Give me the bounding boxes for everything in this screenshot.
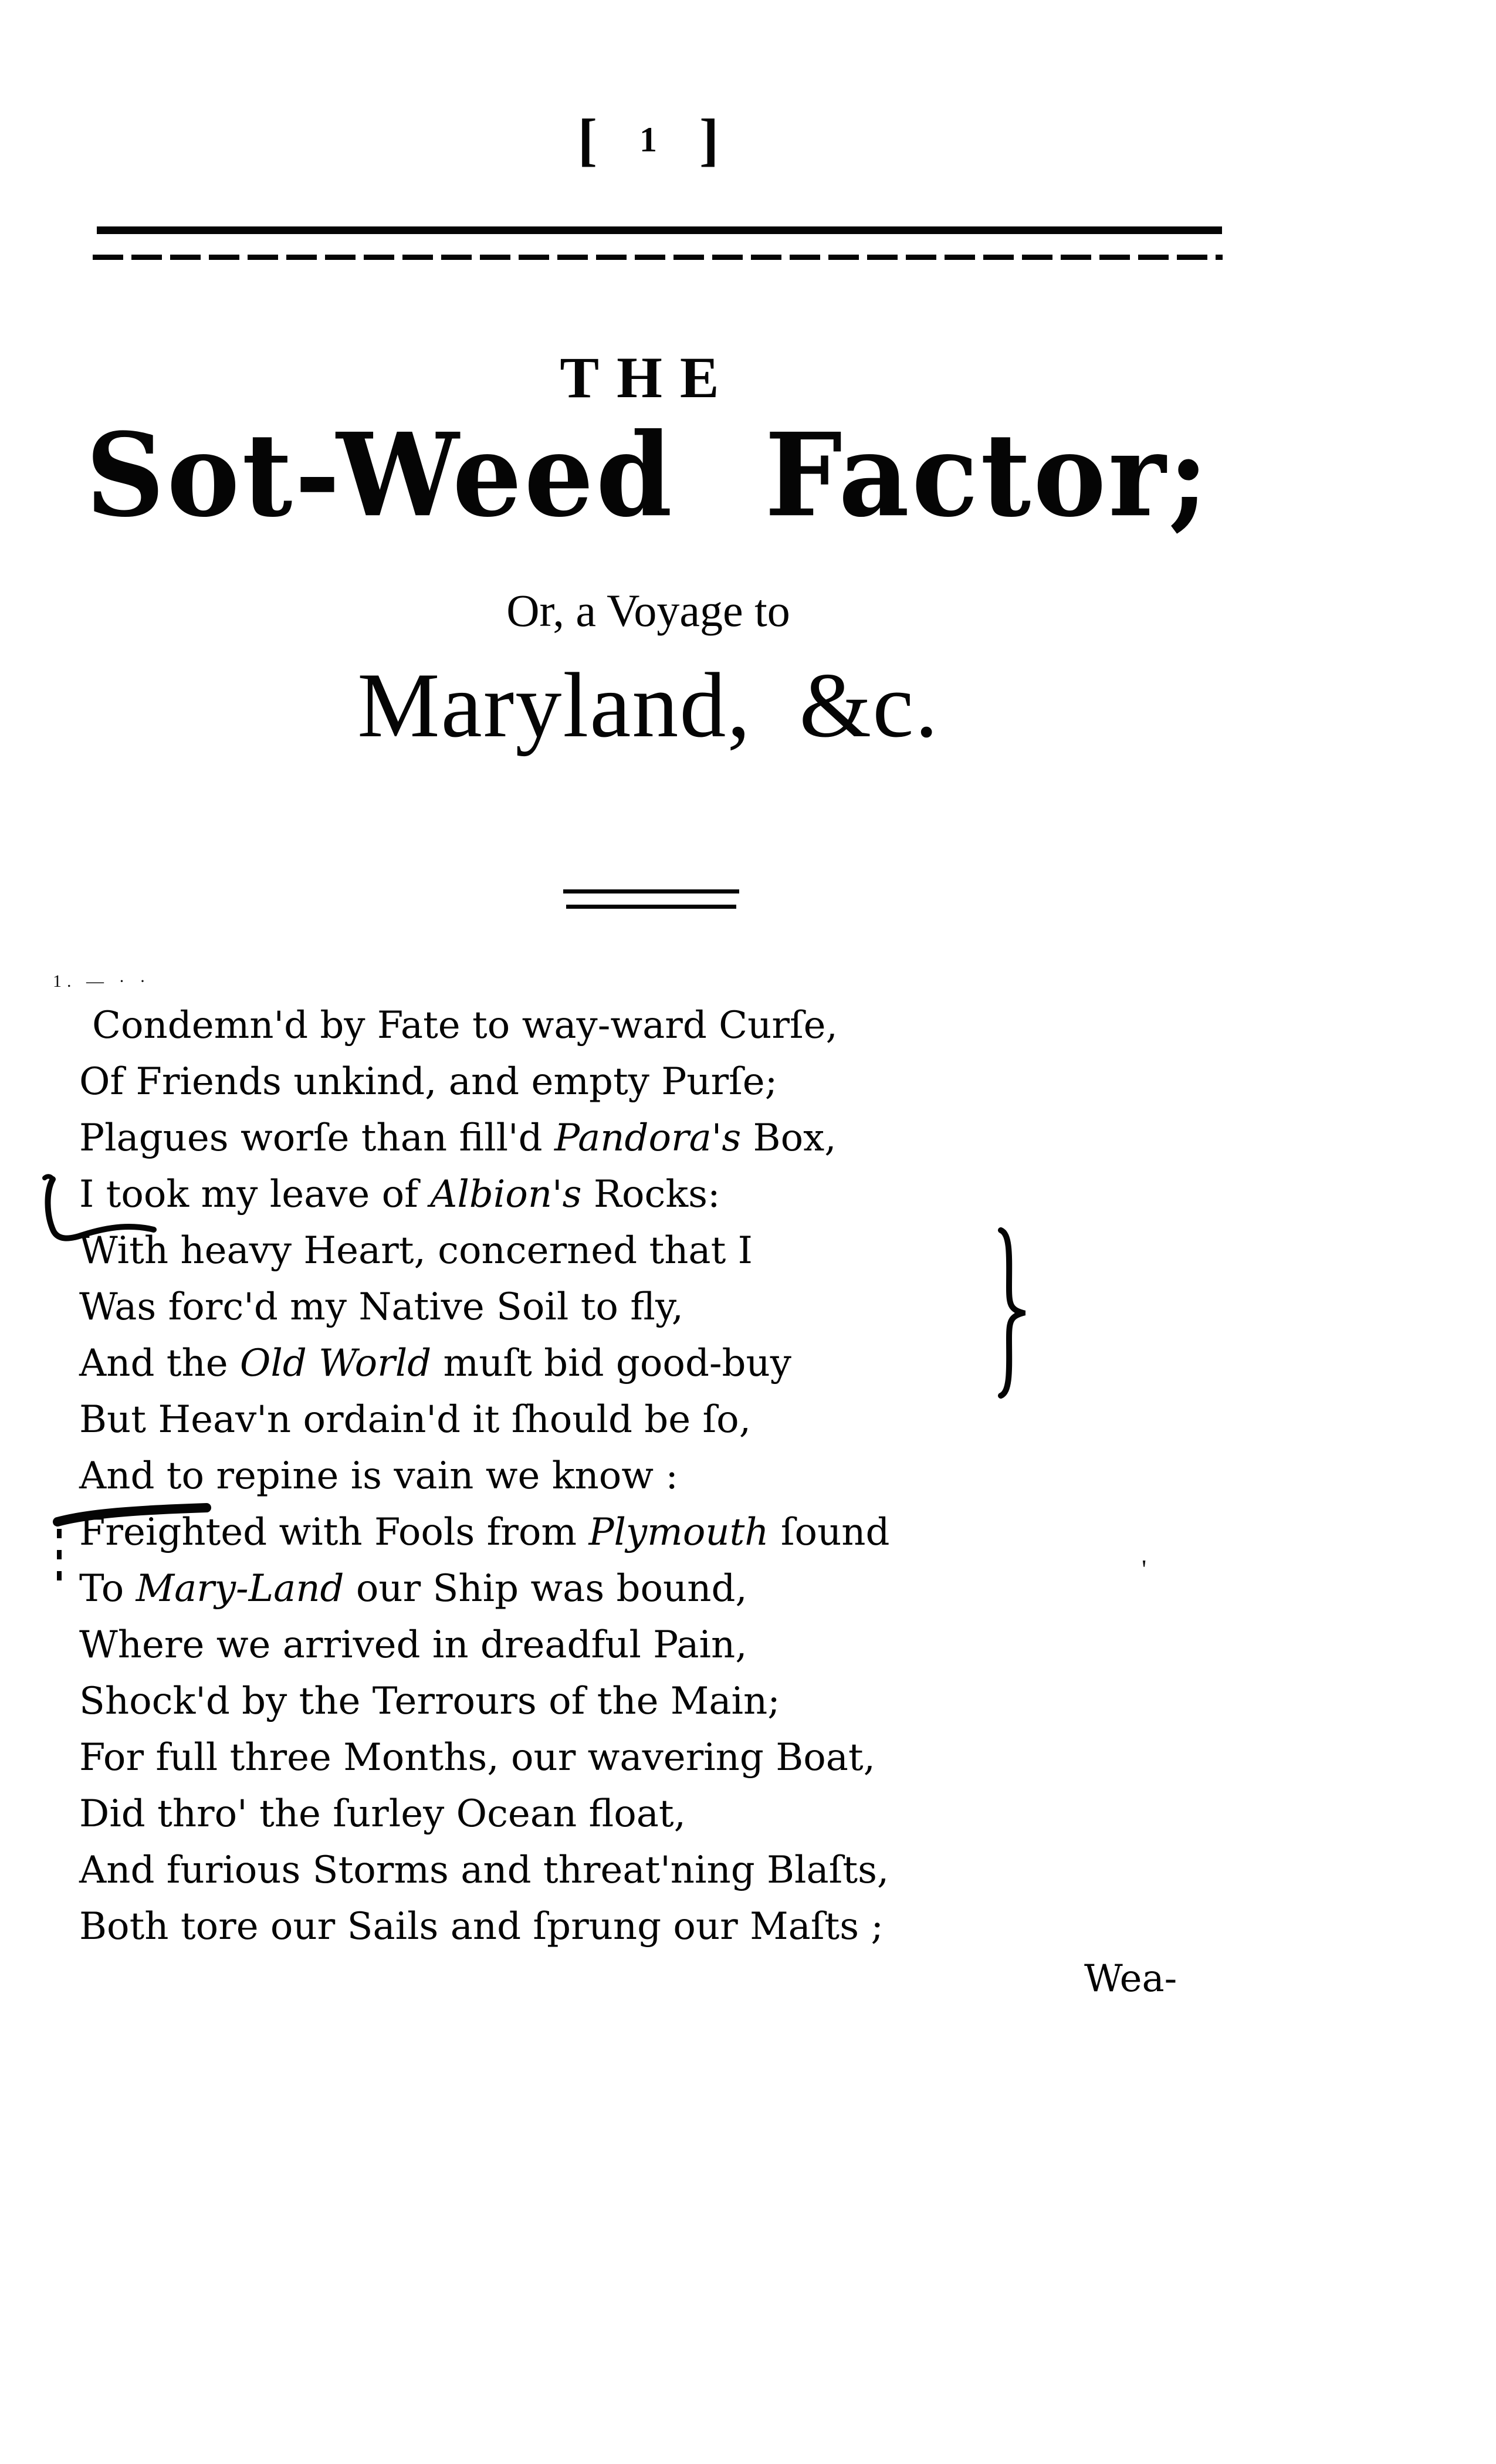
divider-line-bottom xyxy=(566,905,736,909)
poem-text: Condemn'd by Fate to way-ward Curſe, xyxy=(92,1004,838,1047)
poem-line xyxy=(79,1842,889,1898)
poem-line xyxy=(79,1786,889,1842)
poem-text: And furious Storms and threat'ning Blaſts, xyxy=(79,1849,889,1892)
title-subject: Maryland, &c. xyxy=(357,654,939,757)
poem-text: With heavy Heart, concerned that I xyxy=(79,1229,753,1272)
poem-text: our Ship was bound, xyxy=(344,1567,747,1610)
poem-text: And the xyxy=(79,1342,240,1385)
right-brace-glyph xyxy=(991,1227,1025,1399)
poem-italic-word: Mary-Land xyxy=(136,1567,344,1610)
title-subtitle: Or, a Voyage to xyxy=(506,585,790,636)
poem-text: Where we arrived in dreadful Pain, xyxy=(79,1623,747,1667)
poem-italic-word: Pandora's xyxy=(554,1116,742,1160)
poem-text: Both tore our Sails and ſprung our Maſts ; xyxy=(79,1905,884,1948)
poem-line xyxy=(79,997,889,1054)
poem-line xyxy=(79,1504,889,1561)
poem-italic-word: Old World xyxy=(239,1342,432,1385)
poem-text: For full three Months, our wavering Boat, xyxy=(79,1736,875,1779)
poem-text: Rocks: xyxy=(581,1173,720,1216)
poem-text: Shock'd by the Terrours of the Main; xyxy=(79,1680,780,1723)
poem-line xyxy=(79,1448,889,1504)
poem-line xyxy=(79,1392,889,1448)
divider-line-top xyxy=(563,889,739,893)
poem-text: I took my leave of xyxy=(79,1173,431,1216)
poem-line xyxy=(79,1166,889,1223)
poem-line xyxy=(79,1223,889,1279)
poem-text: Box, xyxy=(741,1116,837,1160)
pen-flourish-hook xyxy=(45,1176,53,1179)
page-number-value: 1 xyxy=(639,120,657,159)
poem-line xyxy=(79,1673,889,1729)
poem-line xyxy=(79,1335,889,1392)
poem xyxy=(79,997,889,1955)
title-main-blackletter: Sot-Weed Factor; xyxy=(86,407,1211,543)
poem-text: And to repine is vain we know : xyxy=(79,1454,678,1498)
poem-text: Of Friends unkind, and empty Purſe; xyxy=(79,1060,778,1104)
poem-line xyxy=(79,1110,889,1166)
poem-line xyxy=(79,1617,889,1673)
poem-text: muſt bid good-buy xyxy=(431,1342,791,1385)
head-rule-secondary xyxy=(93,255,1223,260)
page-number-left-bracket: [ xyxy=(577,107,597,172)
poem-line xyxy=(79,1561,889,1617)
section-divider xyxy=(563,889,739,920)
poem-text: Was forc'd my Native Soil to fly, xyxy=(79,1285,683,1329)
poem-text: But Heav'n ordain'd it ſhould be ſo, xyxy=(79,1398,752,1441)
poem-text: ſound xyxy=(769,1511,890,1554)
poem-text: Freighted with Fools from xyxy=(79,1511,589,1554)
catchword: Wea- xyxy=(1084,1957,1177,2001)
marginalia-marks: 1. — · · xyxy=(53,972,151,991)
poem-text: Did thro' the ſurley Ocean float, xyxy=(79,1792,686,1836)
title-kicker: THE xyxy=(560,345,737,410)
page-number xyxy=(0,104,1297,175)
poem-text: Plagues worſe than fill'd xyxy=(79,1116,554,1160)
poem-line xyxy=(79,1729,889,1786)
poem-text: To xyxy=(79,1567,136,1610)
verse-group-brace xyxy=(991,1227,1025,1402)
stray-ink-mark: ' xyxy=(1142,1554,1147,1584)
poem-italic-word: Albion's xyxy=(430,1173,582,1216)
head-rule-primary xyxy=(97,226,1222,234)
page-number-right-bracket: ] xyxy=(699,107,719,172)
poem-italic-word: Plymouth xyxy=(588,1511,769,1554)
poem-line xyxy=(79,1054,889,1110)
poem-line xyxy=(79,1279,889,1335)
poem-line xyxy=(79,1898,889,1955)
